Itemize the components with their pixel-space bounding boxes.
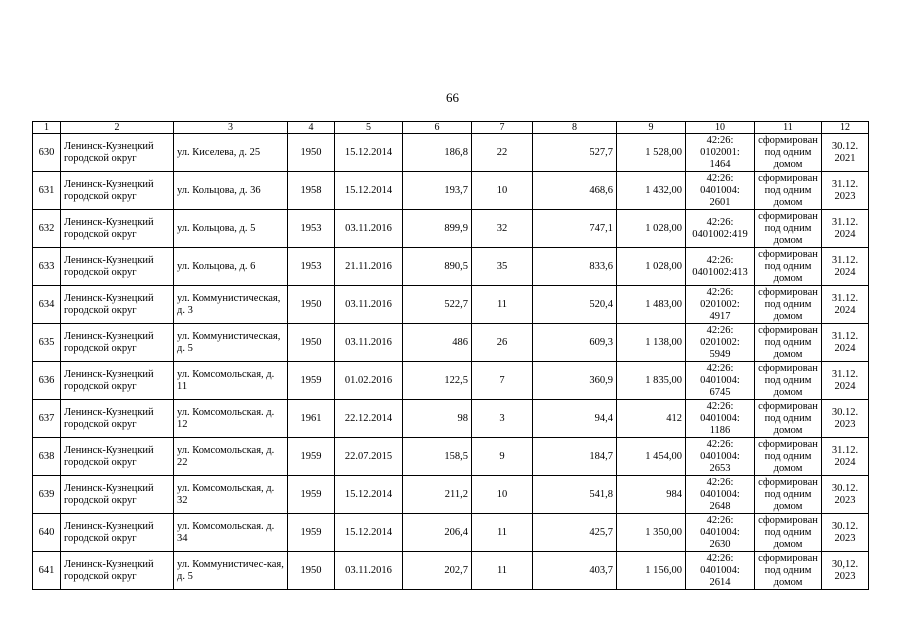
status-cell: сформирован под одним домом [755,172,822,210]
area-cell: 541,8 [533,476,617,514]
column-number-row [33,122,869,134]
column-header: 5 [335,122,403,134]
area-cell: 522,7 [403,286,472,324]
area-cell: 206,4 [403,514,472,552]
date-cell: 03.11.2016 [335,324,403,362]
date-cell: 03.11.2016 [335,552,403,590]
date-cell: 15.12.2014 [335,514,403,552]
address-cell: ул. Кольцова, д. 6 [174,248,288,286]
address-cell: ул. Коммунистичес-кая, д. 5 [174,552,288,590]
column-header: 9 [617,122,686,134]
cadastral-number-cell: 42:26: 0201002: 5949 [686,324,755,362]
residents-cell: 26 [472,324,533,362]
area-cell: 98 [403,400,472,438]
column-header: 10 [686,122,755,134]
land-area-cell: 412 [617,400,686,438]
cadastral-number-cell: 42:26: 0401004: 2648 [686,476,755,514]
municipality-cell: Ленинск-Кузнецкий городской округ [61,552,174,590]
cadastral-number-cell: 42:26: 0102001: 1464 [686,134,755,172]
area-cell: 158,5 [403,438,472,476]
address-cell: ул. Киселева, д. 25 [174,134,288,172]
row-number-cell: 631 [33,172,61,210]
table-row [33,324,869,362]
table-row [33,400,869,438]
land-area-cell: 1 138,00 [617,324,686,362]
cadastral-number-cell: 42:26: 0401004: 2630 [686,514,755,552]
land-area-cell: 1 432,00 [617,172,686,210]
land-area-cell: 1 028,00 [617,210,686,248]
municipality-cell: Ленинск-Кузнецкий городской округ [61,476,174,514]
deadline-cell: 30.12. 2023 [822,514,869,552]
date-cell: 15.12.2014 [335,134,403,172]
row-number-cell: 639 [33,476,61,514]
page-number: 66 [446,90,459,105]
municipality-cell: Ленинск-Кузнецкий городской округ [61,400,174,438]
area-cell: 527,7 [533,134,617,172]
date-cell: 15.12.2014 [335,476,403,514]
area-cell: 211,2 [403,476,472,514]
date-cell: 03.11.2016 [335,210,403,248]
address-cell: ул. Кольцова, д. 5 [174,210,288,248]
deadline-cell: 30.12. 2023 [822,400,869,438]
municipality-cell: Ленинск-Кузнецкий городской округ [61,514,174,552]
deadline-cell: 31.12. 2024 [822,210,869,248]
column-header: 1 [33,122,61,134]
date-cell: 15.12.2014 [335,172,403,210]
residents-cell: 10 [472,476,533,514]
table-row [33,552,869,590]
table-row [33,514,869,552]
column-header: 7 [472,122,533,134]
area-cell: 468,6 [533,172,617,210]
status-cell: сформирован под одним домом [755,552,822,590]
date-cell: 22.12.2014 [335,400,403,438]
row-number-cell: 635 [33,324,61,362]
row-number-cell: 640 [33,514,61,552]
residents-cell: 11 [472,552,533,590]
area-cell: 609,3 [533,324,617,362]
area-cell: 899,9 [403,210,472,248]
residents-cell: 3 [472,400,533,438]
date-cell: 03.11.2016 [335,286,403,324]
area-cell: 833,6 [533,248,617,286]
land-area-cell: 1 156,00 [617,552,686,590]
area-cell: 184,7 [533,438,617,476]
year-cell: 1959 [288,438,335,476]
table-row [33,172,869,210]
address-cell: ул. Комсомольская, д. 11 [174,362,288,400]
column-header: 2 [61,122,174,134]
column-header: 6 [403,122,472,134]
residents-cell: 7 [472,362,533,400]
residents-cell: 11 [472,514,533,552]
deadline-cell: 31.12. 2024 [822,286,869,324]
address-cell: ул. Комсомольская, д. 32 [174,476,288,514]
municipality-cell: Ленинск-Кузнецкий городской округ [61,248,174,286]
deadline-cell: 30.12. 2021 [822,134,869,172]
date-cell: 22.07.2015 [335,438,403,476]
municipality-cell: Ленинск-Кузнецкий городской округ [61,134,174,172]
status-cell: сформирован под одним домом [755,476,822,514]
row-number-cell: 637 [33,400,61,438]
land-area-cell: 1 528,00 [617,134,686,172]
table-row [33,134,869,172]
municipality-cell: Ленинск-Кузнецкий городской округ [61,438,174,476]
address-cell: ул. Комсомольская. д. 12 [174,400,288,438]
year-cell: 1959 [288,514,335,552]
address-cell: ул. Комсомольская. д. 34 [174,514,288,552]
table-row [33,476,869,514]
row-number-cell: 633 [33,248,61,286]
year-cell: 1950 [288,286,335,324]
cadastral-number-cell: 42:26: 0201002: 4917 [686,286,755,324]
row-number-cell: 634 [33,286,61,324]
deadline-cell: 30.12. 2023 [822,476,869,514]
residents-cell: 22 [472,134,533,172]
area-cell: 193,7 [403,172,472,210]
deadline-cell: 30,12. 2023 [822,552,869,590]
residents-cell: 32 [472,210,533,248]
table-row [33,210,869,248]
land-area-cell: 1 350,00 [617,514,686,552]
table-row [33,248,869,286]
cadastral-number-cell: 42:26: 0401002:419 [686,210,755,248]
year-cell: 1950 [288,134,335,172]
date-cell: 21.11.2016 [335,248,403,286]
table-body [33,122,869,590]
column-header: 4 [288,122,335,134]
status-cell: сформирован под одним домом [755,248,822,286]
municipality-cell: Ленинск-Кузнецкий городской округ [61,362,174,400]
address-cell: ул. Коммунистическая, д. 3 [174,286,288,324]
land-area-cell: 1 028,00 [617,248,686,286]
cadastral-number-cell: 42:26: 0401002:413 [686,248,755,286]
status-cell: сформирован под одним домом [755,362,822,400]
area-cell: 360,9 [533,362,617,400]
deadline-cell: 31.12. 2024 [822,438,869,476]
deadline-cell: 31.12. 2023 [822,172,869,210]
year-cell: 1961 [288,400,335,438]
area-cell: 520,4 [533,286,617,324]
land-area-cell: 984 [617,476,686,514]
municipality-cell: Ленинск-Кузнецкий городской округ [61,210,174,248]
row-number-cell: 636 [33,362,61,400]
status-cell: сформирован под одним домом [755,134,822,172]
table-row [33,362,869,400]
area-cell: 122,5 [403,362,472,400]
area-cell: 747,1 [533,210,617,248]
status-cell: сформирован под одним домом [755,514,822,552]
status-cell: сформирован под одним домом [755,438,822,476]
cadastral-number-cell: 42:26: 0401004: 1186 [686,400,755,438]
column-header: 8 [533,122,617,134]
cadastral-number-cell: 42:26: 0401004: 2601 [686,172,755,210]
row-number-cell: 630 [33,134,61,172]
area-cell: 486 [403,324,472,362]
address-cell: ул. Кольцова, д. 36 [174,172,288,210]
table-row [33,438,869,476]
year-cell: 1953 [288,248,335,286]
cadastral-number-cell: 42:26: 0401004: 6745 [686,362,755,400]
registry-table [32,121,869,590]
address-cell: ул. Комсомольская, д. 22 [174,438,288,476]
table-row [33,286,869,324]
date-cell: 01.02.2016 [335,362,403,400]
column-header: 11 [755,122,822,134]
municipality-cell: Ленинск-Кузнецкий городской округ [61,172,174,210]
municipality-cell: Ленинск-Кузнецкий городской округ [61,324,174,362]
status-cell: сформирован под одним домом [755,286,822,324]
status-cell: сформирован под одним домом [755,210,822,248]
status-cell: сформирован под одним домом [755,400,822,438]
residents-cell: 35 [472,248,533,286]
deadline-cell: 31.12. 2024 [822,362,869,400]
column-header: 12 [822,122,869,134]
year-cell: 1959 [288,362,335,400]
land-area-cell: 1 454,00 [617,438,686,476]
row-number-cell: 638 [33,438,61,476]
row-number-cell: 632 [33,210,61,248]
area-cell: 425,7 [533,514,617,552]
area-cell: 890,5 [403,248,472,286]
year-cell: 1953 [288,210,335,248]
year-cell: 1958 [288,172,335,210]
row-number-cell: 641 [33,552,61,590]
area-cell: 94,4 [533,400,617,438]
land-area-cell: 1 835,00 [617,362,686,400]
year-cell: 1959 [288,476,335,514]
column-header: 3 [174,122,288,134]
land-area-cell: 1 483,00 [617,286,686,324]
year-cell: 1950 [288,324,335,362]
deadline-cell: 31.12. 2024 [822,248,869,286]
status-cell: сформирован под одним домом [755,324,822,362]
address-cell: ул. Коммунистическая, д. 5 [174,324,288,362]
residents-cell: 11 [472,286,533,324]
cadastral-number-cell: 42:26: 0401004: 2614 [686,552,755,590]
area-cell: 403,7 [533,552,617,590]
residents-cell: 10 [472,172,533,210]
residents-cell: 9 [472,438,533,476]
municipality-cell: Ленинск-Кузнецкий городской округ [61,286,174,324]
area-cell: 186,8 [403,134,472,172]
deadline-cell: 31.12. 2024 [822,324,869,362]
area-cell: 202,7 [403,552,472,590]
year-cell: 1950 [288,552,335,590]
cadastral-number-cell: 42:26: 0401004: 2653 [686,438,755,476]
